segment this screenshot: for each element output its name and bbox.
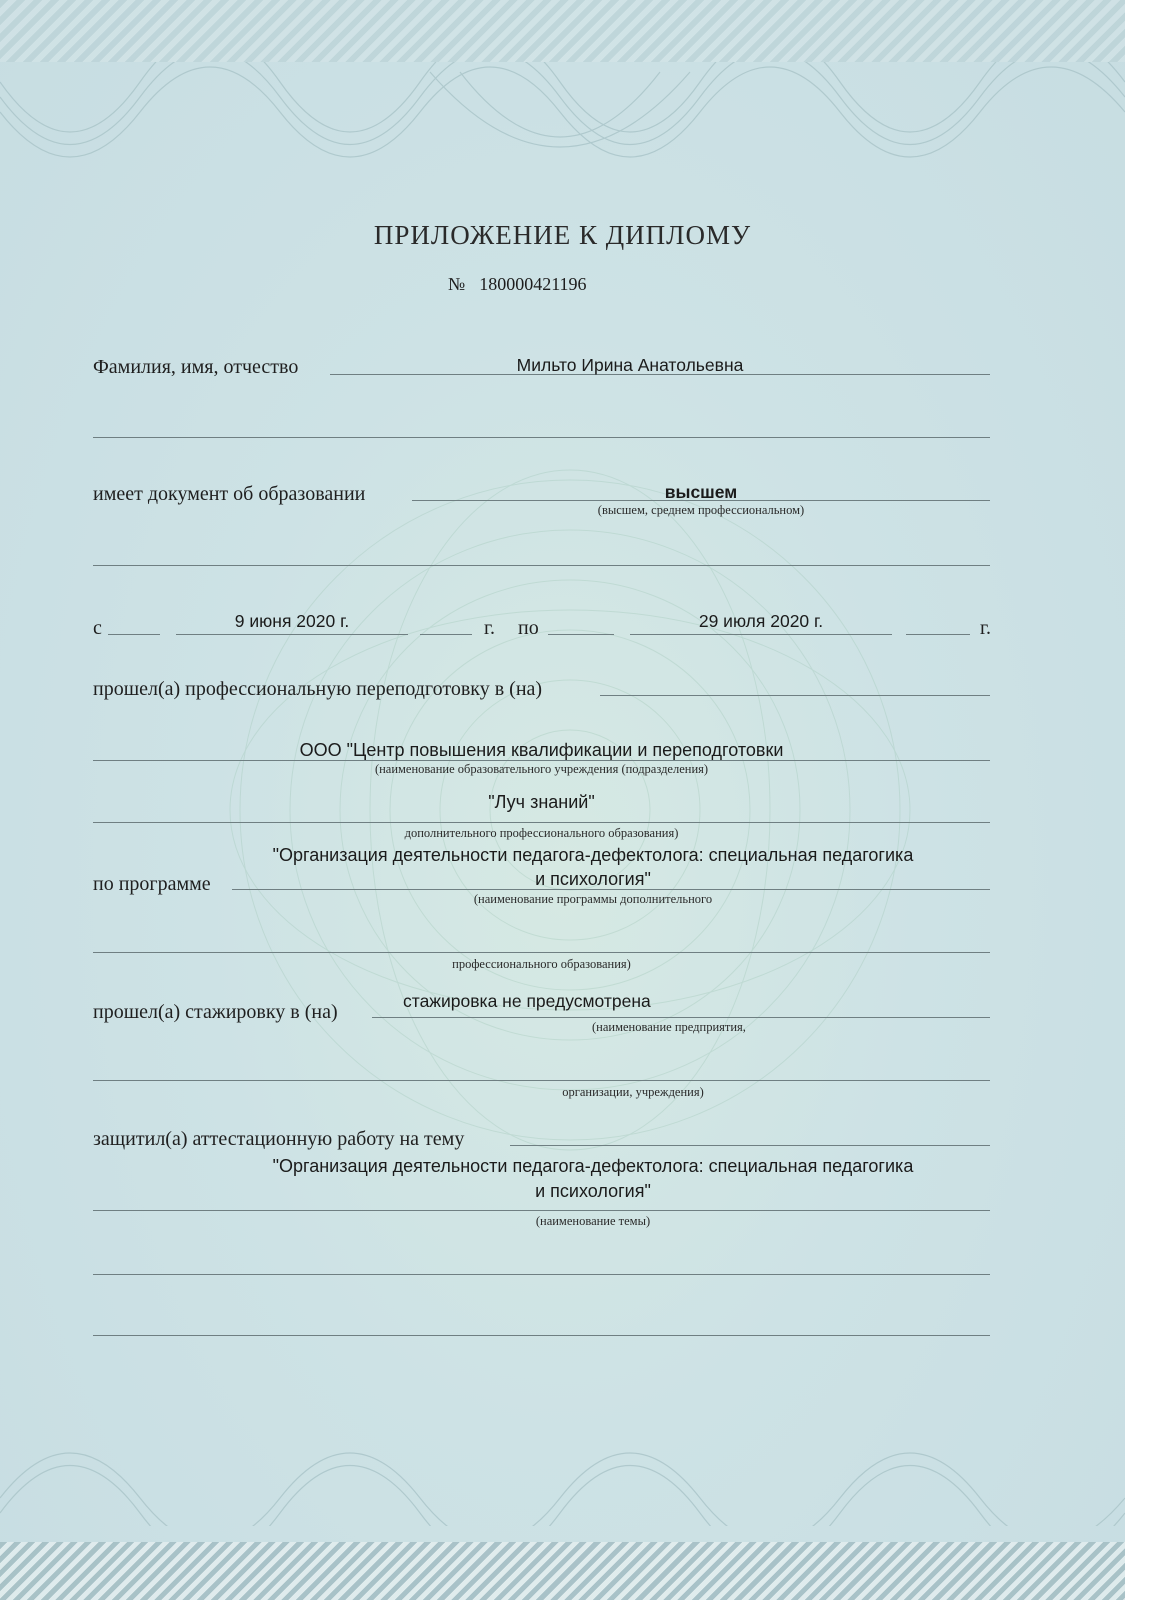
institution-hint-1: (наименование образовательного учреждения (подразделения) bbox=[374, 762, 709, 776]
thesis-rule-3 bbox=[93, 1274, 990, 1275]
period-year-suffix-1: г. bbox=[484, 617, 495, 639]
program-value-1: "Организация деятельности педагога-дефектолога: специальная педагогика bbox=[272, 845, 914, 865]
period-to-day-rule bbox=[548, 634, 614, 635]
fio-label: Фамилия, имя, отчество bbox=[93, 356, 299, 378]
thesis-label: защитил(а) аттестационную работу на тему bbox=[93, 1128, 465, 1150]
retraining-rule bbox=[600, 695, 990, 696]
internship-rule bbox=[372, 1017, 990, 1018]
education-rule-2 bbox=[93, 565, 990, 566]
thesis-rule-2 bbox=[93, 1210, 990, 1211]
document-title: ПРИЛОЖЕНИЕ К ДИПЛОМУ bbox=[373, 220, 752, 250]
retraining-label: прошел(а) профессиональную переподготовку в (на) bbox=[93, 678, 543, 700]
education-value: высшем bbox=[664, 482, 738, 502]
fio-value: Мильто Ирина Анатольевна bbox=[516, 355, 744, 375]
education-hint: (высшем, среднем профессиональном) bbox=[597, 503, 805, 517]
internship-hint-2: организации, учреждения) bbox=[562, 1085, 704, 1099]
internship-value: стажировка не предусмотрена bbox=[403, 991, 651, 1011]
period-from-label: с bbox=[93, 617, 102, 639]
program-value-2: и психология" bbox=[535, 869, 651, 889]
document-number-line bbox=[448, 274, 587, 295]
education-label: имеет документ об образовании bbox=[93, 483, 366, 505]
document-number: 180000421196 bbox=[479, 274, 587, 294]
program-rule-2 bbox=[93, 952, 990, 953]
program-hint-1: (наименование программы дополнительного bbox=[473, 892, 713, 906]
internship-label: прошел(а) стажировку в (на) bbox=[93, 1001, 338, 1023]
internship-rule-2 bbox=[93, 1080, 990, 1081]
top-ornament-band bbox=[0, 0, 1125, 62]
bottom-ornament-band bbox=[0, 1542, 1125, 1600]
upper-guilloche-ornament bbox=[0, 62, 1125, 192]
period-from-rule bbox=[176, 634, 408, 635]
internship-hint-1: (наименование предприятия, bbox=[592, 1020, 746, 1034]
period-to-label: по bbox=[518, 617, 539, 639]
institution-value-1: ООО "Центр повышения квалификации и переподготовки bbox=[299, 740, 784, 760]
number-sign: № bbox=[448, 274, 466, 294]
program-hint-2: профессионального образования) bbox=[452, 957, 631, 971]
scan-margin bbox=[1125, 0, 1163, 1600]
period-from-year-rule bbox=[420, 634, 472, 635]
period-from-day-rule bbox=[108, 634, 160, 635]
institution-value-2: "Луч знаний" bbox=[488, 792, 595, 812]
program-label: по программе bbox=[93, 873, 211, 895]
lower-guilloche-ornament bbox=[0, 1408, 1125, 1526]
period-to-value: 29 июля 2020 г. bbox=[698, 611, 824, 631]
institution-hint-2: дополнительного профессионального образования) bbox=[404, 826, 679, 840]
period-to-rule bbox=[630, 634, 892, 635]
thesis-value-1: "Организация деятельности педагога-дефектолога: специальная педагогика bbox=[272, 1156, 914, 1176]
period-year-suffix-2: г. bbox=[980, 617, 991, 639]
period-to-year-rule bbox=[906, 634, 970, 635]
fio-rule-2 bbox=[93, 437, 990, 438]
institution-rule-2 bbox=[93, 822, 990, 823]
thesis-hint: (наименование темы) bbox=[535, 1214, 651, 1228]
period-from-value: 9 июня 2020 г. bbox=[234, 611, 350, 631]
thesis-rule bbox=[510, 1145, 990, 1146]
thesis-value-2: и психология" bbox=[535, 1181, 651, 1201]
thesis-rule-4 bbox=[93, 1335, 990, 1336]
